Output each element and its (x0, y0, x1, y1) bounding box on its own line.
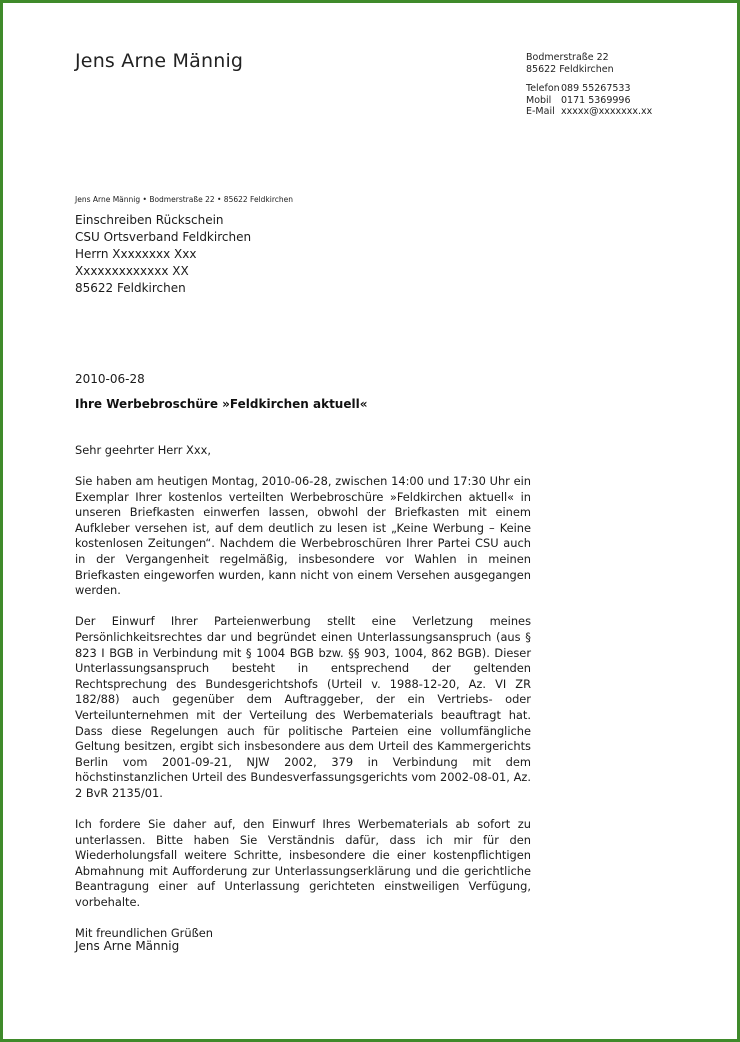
letter-page (3, 3, 737, 1039)
sender-name: Jens Arne Männig (75, 50, 244, 72)
body-paragraph: Ich fordere Sie daher auf, den Einwurf Ihres Werbematerials ab sofort zu unterlassen. Bitte haben Sie Verständnis dafür, dass ich mir für den Wiederholungsfall weitere Schritte, insbesondere die einer kostenpflichtigen Abmahnung mit Aufforderung zur Unterlassungserklärung und die gerichtliche Beantragung einer auf Unterlassung gerichteten einstweiligen Verfügung, vorbehalte. (75, 816, 531, 909)
email-value: xxxxx@xxxxxxx.xx (561, 106, 653, 117)
body-paragraph: Der Einwurf Ihrer Parteienwerbung stellt eine Verletzung meines Persönlichkeitsrechtes dar und begründet einen Unterlassungsanspruch (aus § 823 I BGB in Verbindung mit § 1004 BGB bzw. §§ 903, 1004, 862 BGB). Dieser Unterlassungsanspruch besteht in entsprechend der geltenden Rechtsprechung des Bundesgerichtshofs (Urteil v. 1988-12-20, Az. VI ZR 182/88) auch gegenüber dem Auftraggeber, der ein Vertriebs- oder Verteilunternehmen mit der Verteilung des Werbematerials beauftragt hat. Dass diese Regelungen auch für politische Parteien eine vollumfängliche Geltung besitzen, ergibt sich insbesondere aus dem Urteil des Kammergerichts Berlin vom 2001-09-21, NJW 2002, 379 in Verbindung mit dem höchstinstanzlichen Urteil des Bundesverfassungsgerichts vom 2002-08-01, Az. 2 BvR 2135/01. (75, 614, 531, 800)
recipient-address (75, 212, 251, 297)
email-label: E-Mail (526, 106, 555, 117)
recipient-line: 85622 Feldkirchen (75, 281, 186, 295)
letter-subject: Ihre Werbebroschüre »Feldkirchen aktuell« (75, 397, 368, 411)
closing: Mit freundlichen Grüßen (75, 926, 213, 941)
sender-street: Bodmerstraße 22 (526, 52, 609, 63)
mobile-label: Mobil (526, 94, 552, 106)
phone-label: Telefon (526, 83, 560, 94)
return-address-line: Jens Arne Männig • Bodmerstraße 22 • 85622 Feldkirchen (75, 195, 293, 204)
recipient-line: Xxxxxxxxxxxxx XX (75, 264, 189, 278)
sender-city: 85622 Feldkirchen (526, 63, 614, 75)
recipient-line: Einschreiben Rückschein (75, 213, 224, 227)
email-line (526, 106, 652, 118)
mobile-line (526, 95, 652, 107)
phone-line (526, 83, 652, 95)
signature-name: Jens Arne Männig (75, 939, 180, 953)
mobile-value: 0171 5369996 (561, 94, 631, 106)
body-paragraph: Sie haben am heutigen Montag, 2010-06-28, zwischen 14:00 und 17:30 Uhr ein Exemplar Ihrer kostenlos verteilten Werbebroschüre »Feldkirchen aktuell« in unseren Briefkasten einwerfen lassen, obwohl der Briefkasten mit einem Aufkleber versehen ist, auf dem deutlich zu lesen ist „Keine Werbung – Keine kostenlosen Zeitungen“. Nachdem die Werbebroschüren Ihrer Partei CSU auch in der Vergangenheit regelmäßig, insbesondere vor Wahlen in meinen Briefkasten eingeworfen wurden, kann nicht von einem Versehen ausgegangen werden. (75, 474, 531, 598)
phone-value: 089 55267533 (561, 83, 631, 94)
letter-body (75, 443, 531, 957)
recipient-line: Herrn Xxxxxxxx Xxx (75, 247, 197, 261)
contact-block (526, 52, 652, 118)
salutation: Sehr geehrter Herr Xxx, (75, 443, 211, 457)
recipient-line: CSU Ortsverband Feldkirchen (75, 230, 252, 244)
letter-date: 2010-06-28 (75, 372, 145, 386)
